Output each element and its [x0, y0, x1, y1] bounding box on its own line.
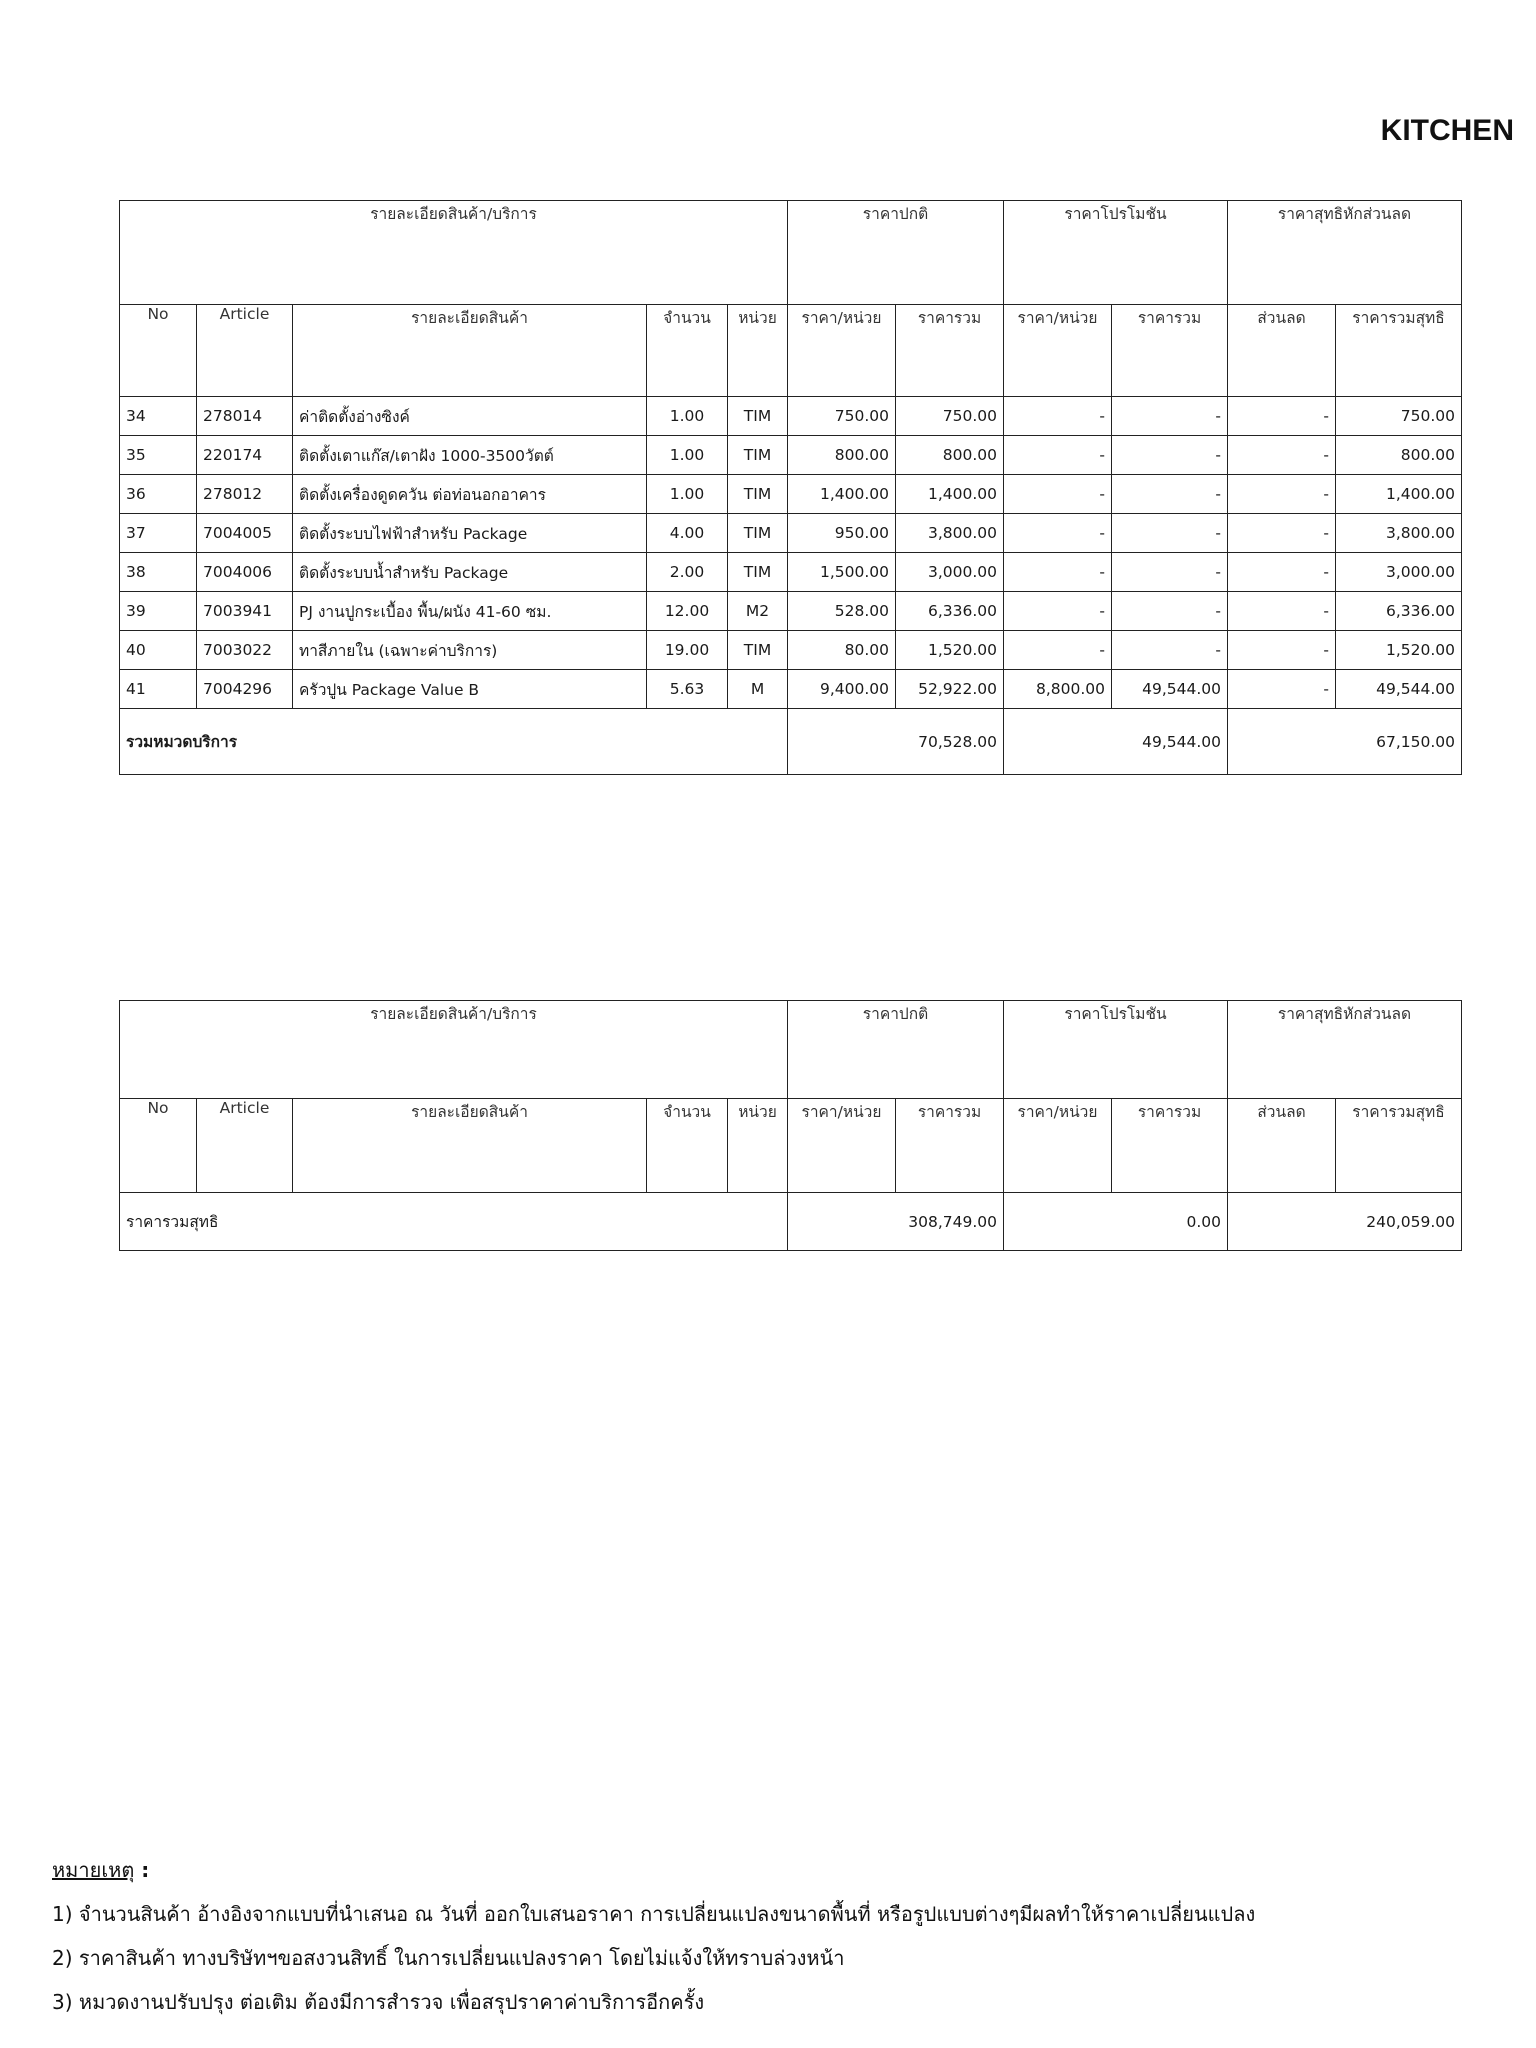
item-net-total: 800.00: [1336, 436, 1462, 475]
col-header-qty: จำนวน: [647, 305, 728, 397]
item-promo-unit-price: -: [1004, 631, 1112, 670]
item-discount: -: [1228, 553, 1336, 592]
grand-net-total: 240,059.00: [1228, 1193, 1462, 1251]
item-unit: TIM: [728, 475, 788, 514]
item-qty: 4.00: [647, 514, 728, 553]
item-promo-total: 49,544.00: [1112, 670, 1228, 709]
col-header-unit: หน่วย: [728, 305, 788, 397]
item-unit: TIM: [728, 436, 788, 475]
item-unit: TIM: [728, 397, 788, 436]
item-discount: -: [1228, 670, 1336, 709]
item-promo-unit-price: 8,800.00: [1004, 670, 1112, 709]
table-row: [120, 514, 1462, 553]
summary-table: [119, 1000, 1462, 1251]
category-normal-total: 70,528.00: [788, 709, 1004, 775]
item-article: 278012: [197, 475, 293, 514]
item-unit-price: 750.00: [788, 397, 896, 436]
item-total: 800.00: [896, 436, 1004, 475]
item-unit-price: 1,500.00: [788, 553, 896, 592]
item-article: 278014: [197, 397, 293, 436]
col-header-unit-price: ราคา/หน่วย: [788, 305, 896, 397]
item-discount: -: [1228, 475, 1336, 514]
note-line: 2) ราคาสินค้า ทางบริษัทฯขอสงวนสิทธิ์ ในการเปลี่ยนแปลงราคา โดยไม่แจ้งให้ทราบล่วงหน้า: [52, 1946, 845, 1970]
category-total-label: รวมหมวดบริการ: [120, 709, 788, 775]
group-header-promo-price: ราคาโปรโมชัน: [1004, 201, 1228, 305]
item-description: ติดตั้งระบบน้ำสำหรับ Package: [293, 553, 647, 592]
item-unit-price: 9,400.00: [788, 670, 896, 709]
item-article: 7003022: [197, 631, 293, 670]
grand-promo-total: 0.00: [1004, 1193, 1228, 1251]
group-header-row: [120, 201, 1462, 305]
item-qty: 2.00: [647, 553, 728, 592]
item-promo-total: -: [1112, 475, 1228, 514]
item-qty: 1.00: [647, 475, 728, 514]
page-title: KITCHEN: [1380, 114, 1514, 147]
summary-col-header-promo-total: ราคารวม: [1112, 1099, 1228, 1193]
item-unit: M: [728, 670, 788, 709]
item-unit-price: 80.00: [788, 631, 896, 670]
item-description: ทาสีภายใน (เฉพาะค่าบริการ): [293, 631, 647, 670]
summary-col-header-total: ราคารวม: [896, 1099, 1004, 1193]
item-discount: -: [1228, 631, 1336, 670]
col-header-description: รายละเอียดสินค้า: [293, 305, 647, 397]
item-net-total: 750.00: [1336, 397, 1462, 436]
item-net-total: 6,336.00: [1336, 592, 1462, 631]
item-promo-total: -: [1112, 397, 1228, 436]
item-total: 6,336.00: [896, 592, 1004, 631]
item-net-total: 1,400.00: [1336, 475, 1462, 514]
summary-column-header-row: [120, 1099, 1462, 1193]
col-header-discount: ส่วนลด: [1228, 305, 1336, 397]
group-header-net-price: ราคาสุทธิหักส่วนลด: [1228, 201, 1462, 305]
item-unit: TIM: [728, 553, 788, 592]
summary-group-header-normal-price: ราคาปกติ: [788, 1001, 1004, 1099]
category-promo-total: 49,544.00: [1004, 709, 1228, 775]
item-discount: -: [1228, 514, 1336, 553]
col-header-no: No: [120, 305, 197, 397]
summary-col-header-no: No: [120, 1099, 197, 1193]
table-row: [120, 592, 1462, 631]
table-row: [120, 553, 1462, 592]
item-discount: -: [1228, 436, 1336, 475]
col-header-promo-unit-price: ราคา/หน่วย: [1004, 305, 1112, 397]
item-qty: 1.00: [647, 397, 728, 436]
item-unit: M2: [728, 592, 788, 631]
item-promo-total: -: [1112, 436, 1228, 475]
items-table: [119, 200, 1462, 775]
item-article: 7004006: [197, 553, 293, 592]
summary-col-header-promo-unit-price: ราคา/หน่วย: [1004, 1099, 1112, 1193]
item-no: 34: [120, 397, 197, 436]
category-net-total: 67,150.00: [1228, 709, 1462, 775]
item-article: 7003941: [197, 592, 293, 631]
summary-group-header-row: [120, 1001, 1462, 1099]
summary-group-header-net-price: ราคาสุทธิหักส่วนลด: [1228, 1001, 1462, 1099]
item-article: 7004296: [197, 670, 293, 709]
group-header-description: รายละเอียดสินค้า/บริการ: [120, 201, 788, 305]
item-description: ค่าติดตั้งอ่างซิงค์: [293, 397, 647, 436]
item-description: ติดตั้งระบบไฟฟ้าสำหรับ Package: [293, 514, 647, 553]
item-no: 40: [120, 631, 197, 670]
item-description: ครัวปูน Package Value B: [293, 670, 647, 709]
summary-col-header-discount: ส่วนลด: [1228, 1099, 1336, 1193]
item-qty: 5.63: [647, 670, 728, 709]
grand-total-label: ราคารวมสุทธิ: [120, 1193, 788, 1251]
summary-group-header-promo-price: ราคาโปรโมชัน: [1004, 1001, 1228, 1099]
item-discount: -: [1228, 397, 1336, 436]
col-header-total: ราคารวม: [896, 305, 1004, 397]
item-promo-unit-price: -: [1004, 397, 1112, 436]
item-discount: -: [1228, 592, 1336, 631]
item-article: 7004005: [197, 514, 293, 553]
item-total: 1,400.00: [896, 475, 1004, 514]
grand-normal-total: 308,749.00: [788, 1193, 1004, 1251]
item-qty: 1.00: [647, 436, 728, 475]
notes-section: [52, 1848, 1255, 2024]
item-no: 39: [120, 592, 197, 631]
note-line: 3) หมวดงานปรับปรุง ต่อเติม ต้องมีการสำรวจ เพื่อสรุปราคาค่าบริการอีกครั้ง: [52, 1990, 705, 2014]
item-promo-total: -: [1112, 592, 1228, 631]
item-no: 37: [120, 514, 197, 553]
table-row: [120, 631, 1462, 670]
item-qty: 12.00: [647, 592, 728, 631]
table-row: [120, 397, 1462, 436]
item-promo-total: -: [1112, 631, 1228, 670]
summary-col-header-qty: จำนวน: [647, 1099, 728, 1193]
item-unit-price: 528.00: [788, 592, 896, 631]
item-net-total: 49,544.00: [1336, 670, 1462, 709]
item-promo-unit-price: -: [1004, 436, 1112, 475]
col-header-net-total: ราคารวมสุทธิ: [1336, 305, 1462, 397]
item-net-total: 3,800.00: [1336, 514, 1462, 553]
notes-heading-line: [52, 1848, 1255, 1892]
item-promo-total: -: [1112, 553, 1228, 592]
summary-col-header-unit: หน่วย: [728, 1099, 788, 1193]
item-no: 41: [120, 670, 197, 709]
table-row: [120, 475, 1462, 514]
item-net-total: 1,520.00: [1336, 631, 1462, 670]
item-description: PJ งานปูกระเบื้อง พื้น/ผนัง 41-60 ซม.: [293, 592, 647, 631]
item-no: 35: [120, 436, 197, 475]
item-total: 1,520.00: [896, 631, 1004, 670]
summary-col-header-article: Article: [197, 1099, 293, 1193]
summary-col-header-net-total: ราคารวมสุทธิ: [1336, 1099, 1462, 1193]
item-promo-unit-price: -: [1004, 514, 1112, 553]
item-promo-unit-price: -: [1004, 592, 1112, 631]
category-total-row: [120, 709, 1462, 775]
notes-heading-colon: :: [134, 1858, 150, 1882]
summary-col-header-unit-price: ราคา/หน่วย: [788, 1099, 896, 1193]
item-no: 36: [120, 475, 197, 514]
item-unit-price: 1,400.00: [788, 475, 896, 514]
item-promo-unit-price: -: [1004, 553, 1112, 592]
item-total: 52,922.00: [896, 670, 1004, 709]
col-header-promo-total: ราคารวม: [1112, 305, 1228, 397]
summary-group-header-description: รายละเอียดสินค้า/บริการ: [120, 1001, 788, 1099]
item-description: ติดตั้งเตาแก๊ส/เตาฝัง 1000-3500วัตต์: [293, 436, 647, 475]
item-total: 3,800.00: [896, 514, 1004, 553]
notes-heading: หมายเหตุ: [52, 1858, 135, 1882]
item-unit: TIM: [728, 514, 788, 553]
item-total: 750.00: [896, 397, 1004, 436]
item-promo-total: -: [1112, 514, 1228, 553]
item-total: 3,000.00: [896, 553, 1004, 592]
group-header-normal-price: ราคาปกติ: [788, 201, 1004, 305]
item-unit-price: 950.00: [788, 514, 896, 553]
item-description: ติดตั้งเครื่องดูดควัน ต่อท่อนอกอาคาร: [293, 475, 647, 514]
item-qty: 19.00: [647, 631, 728, 670]
item-no: 38: [120, 553, 197, 592]
item-promo-unit-price: -: [1004, 475, 1112, 514]
column-header-row: [120, 305, 1462, 397]
item-unit: TIM: [728, 631, 788, 670]
note-line: 1) จำนวนสินค้า อ้างอิงจากแบบที่นำเสนอ ณ วันที่ ออกใบเสนอราคา การเปลี่ยนแปลงขนาดพื้นที่ หรือรูปแบบต่างๆมีผลทำให้ราคาเปลี่ยนแปลง: [52, 1902, 1256, 1926]
summary-col-header-description: รายละเอียดสินค้า: [293, 1099, 647, 1193]
table-row: [120, 670, 1462, 709]
col-header-article: Article: [197, 305, 293, 397]
item-unit-price: 800.00: [788, 436, 896, 475]
item-net-total: 3,000.00: [1336, 553, 1462, 592]
item-article: 220174: [197, 436, 293, 475]
grand-total-row: [120, 1193, 1462, 1251]
table-row: [120, 436, 1462, 475]
